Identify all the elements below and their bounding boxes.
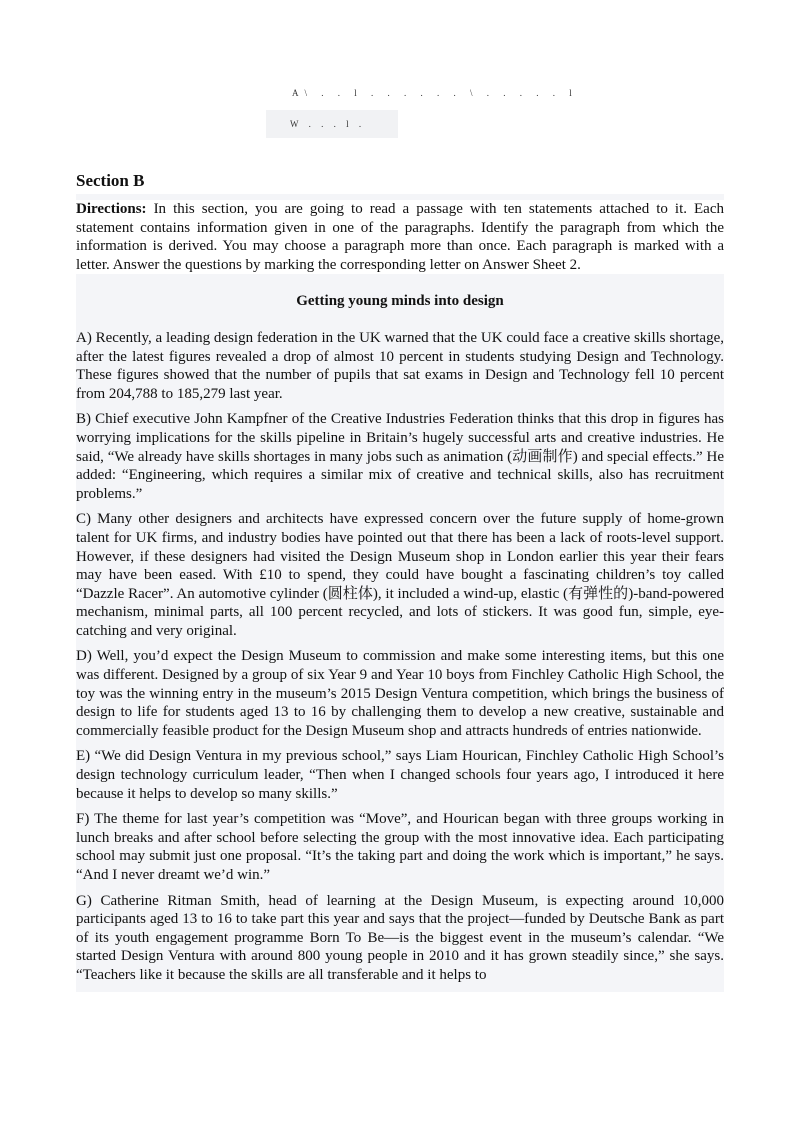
section-title: Section B xyxy=(76,166,724,194)
paragraph-b: B) Chief executive John Kampfner of the Creative Industries Federation thinks that this drop in figures has worrying implications for the skills pipeline in Britain’s hugely successful arts and creative industries. He said, “We already have skills shortages in many jobs such as animation (动画制作) and special effects.” He added: “Engineering, which requires a similar mix of creative and technical skills, also has recruitment problems.” xyxy=(76,411,724,502)
paragraph-a: A) Recently, a leading design federation in the UK warned that the UK could face a creative skills shortage, after the latest figures revealed a drop of almost 10 percent in students studying Design and Technology. These figures showed that the number of pupils that sat exams in Design and Technology fell 10 percent from 204,788 to 185,279 last year. xyxy=(76,329,724,402)
paragraph-g: G) Catherine Ritman Smith, head of learning at the Design Museum, is expecting around 10,000 participants aged 13 to 16 to take part this year and says that the project—funded by Deutsche Bank as part of its youth engagement programme Born To Be—is the biggest event in the museum’s calendar. “We started Design Ventura with around 800 young people in 2010 and it has grown steadily since,” she says. “Teachers like it because the skills are all transferable and it helps to xyxy=(76,892,724,983)
reading-section xyxy=(76,166,724,992)
directions xyxy=(76,200,724,274)
directions-label: Directions: xyxy=(76,201,147,217)
paragraph-e: E) “We did Design Ventura in my previous school,” says Liam Hourican, Finchley Catholic High School’s design technology curriculum leader, “Then when I changed schools four years ago, I introduced it here because it helps to develop so many skills.” xyxy=(76,748,724,802)
scan-artifact-box xyxy=(266,110,398,138)
scan-artifact-line-2: W . . . l . xyxy=(290,119,366,129)
scan-artifact-line-1: A\ . . l . . . . . . \ . . . . . l xyxy=(292,88,578,98)
paragraph-f: F) The theme for last year’s competition was “Move”, and Hourican began with three groups working in lunch breaks and after school before selecting the group with the most innovative idea. Each participating school may submit just one proposal. “It’s the taking part and doing the work which is important,” he says. “And I never dreamt we’d win.” xyxy=(76,811,724,883)
passage-title: Getting young minds into design xyxy=(296,293,504,310)
directions-text: In this section, you are going to read a passage with ten statements attached to it. Each statement contains information given in one of the paragraphs. Identify the paragraph from which the information is derived. You may choose a paragraph more than once. Each paragraph is marked with a letter. Answer the questions by marking the corresponding letter on Answer Sheet 2. xyxy=(76,201,724,273)
paragraph-d: D) Well, you’d expect the Design Museum to commission and make some interesting items, but this one was different. Designed by a group of six Year 9 and Year 10 boys from Finchley Catholic High School, the toy was the winning entry in the museum’s 2015 Design Ventura competition, which brings the business of design to life for students aged 13 to 16 by challenging them to develop a new creative, sustainable and commercially feasible product for the Design Museum shop and attracts hundreds of entries nationwide. xyxy=(76,648,724,739)
paragraph-c: C) Many other designers and architects have expressed concern over the future supply of home-grown talent for UK firms, and industry bodies have pointed out that there has been a lack of roots-level support. However, if these designers had visited the Design Museum shop in London earlier this year their fears may have been eased. With £10 to spend, they could have bought a fascinating children’s toy called “Dazzle Racer”. An automotive cylinder (圆柱体), it included a wind-up, elastic (有弹性的)-band-powered mechanism, minimal parts, all 100 percent recycled, and lots of stickers. It was good fun, simple, eye-catching and very original. xyxy=(76,511,724,639)
